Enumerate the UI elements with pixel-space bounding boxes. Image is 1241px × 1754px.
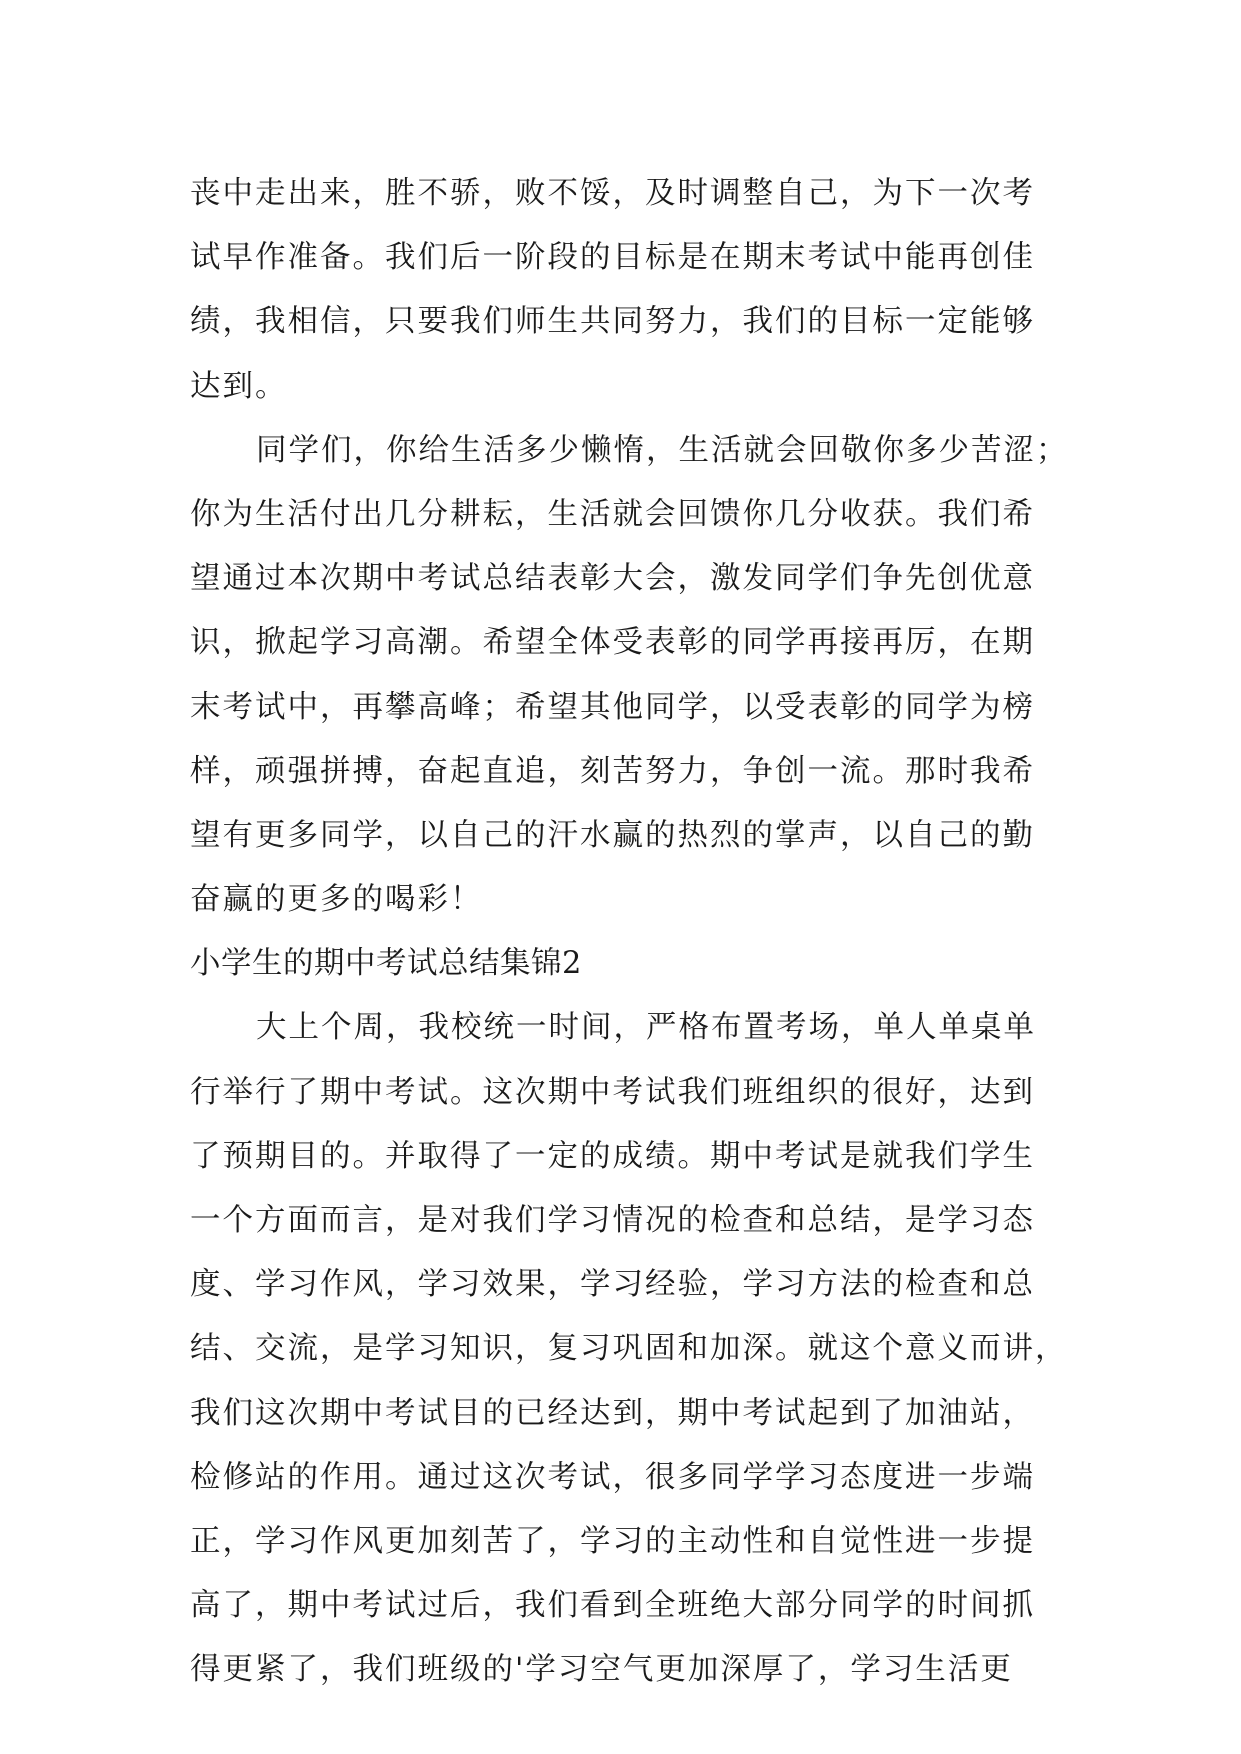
text-line: 望有更多同学，以自己的汗水赢的热烈的掌声，以自己的勤 — [190, 817, 1035, 853]
text-line: 识，掀起学习高潮。希望全体受表彰的同学再接再厉，在期 — [190, 625, 1035, 661]
text-line: 高了，期中考试过后，我们看到全班绝大部分同学的时间抓 — [190, 1588, 1035, 1624]
text-line: 行举行了期中考试。这次期中考试我们班组织的很好，达到 — [190, 1074, 1035, 1110]
paragraph-2 — [190, 419, 1080, 933]
document-body — [190, 162, 1080, 1703]
text-line: 达到。 — [190, 368, 288, 404]
text-line: 末考试中，再攀高峰；希望其他同学，以受表彰的同学为榜 — [190, 689, 1035, 725]
text-line: 我们这次期中考试目的已经达到，期中考试起到了加油站， — [190, 1395, 1035, 1431]
text-line: 望通过本次期中考试总结表彰大会，激发同学们争先创优意 — [190, 561, 1035, 597]
section-heading: 小学生的期中考试总结集锦2 — [190, 946, 582, 982]
text-line: 样，顽强拼搏，奋起直追，刻苦努力，争创一流。那时我希 — [190, 753, 1035, 789]
paragraph-1 — [190, 162, 1080, 419]
text-line: 度、学习作风，学习效果，学习经验，学习方法的检查和总 — [190, 1267, 1035, 1303]
text-line: 丧中走出来，胜不骄，败不馁，及时调整自己，为下一次考 — [190, 176, 1035, 211]
text-line: 得更紧了，我们班级的'学习空气更加深厚了，学习生活更 — [190, 1652, 1013, 1688]
text-line: 你为生活付出几分耕耘，生活就会回馈你几分收获。我们希 — [190, 496, 1035, 532]
text-line: 检修站的作用。通过这次考试，很多同学学习态度进一步端 — [190, 1459, 1035, 1495]
text-line: 了预期目的。并取得了一定的成绩。期中考试是就我们学生 — [190, 1138, 1035, 1174]
text-line: 结、交流，是学习知识，复习巩固和加深。就这个意义而讲， — [190, 1331, 1068, 1367]
text-line: 奋赢的更多的喝彩！ — [190, 882, 483, 918]
text-line: 同学们，你给生活多少懒惰，生活就会回敬你多少苦涩； — [256, 432, 1069, 468]
text-line: 一个方面而言，是对我们学习情况的检查和总结，是学习态 — [190, 1203, 1035, 1238]
paragraph-3 — [190, 996, 1080, 1702]
text-line: 正，学习作风更加刻苦了，学习的主动性和自觉性进一步提 — [190, 1523, 1035, 1559]
text-line: 试早作准备。我们后一阶段的目标是在期末考试中能再创佳 — [190, 240, 1035, 276]
text-line: 绩，我相信，只要我们师生共同努力，我们的目标一定能够 — [190, 304, 1035, 340]
text-line: 大上个周，我校统一时间，严格布置考场，单人单桌单 — [256, 1010, 1036, 1046]
